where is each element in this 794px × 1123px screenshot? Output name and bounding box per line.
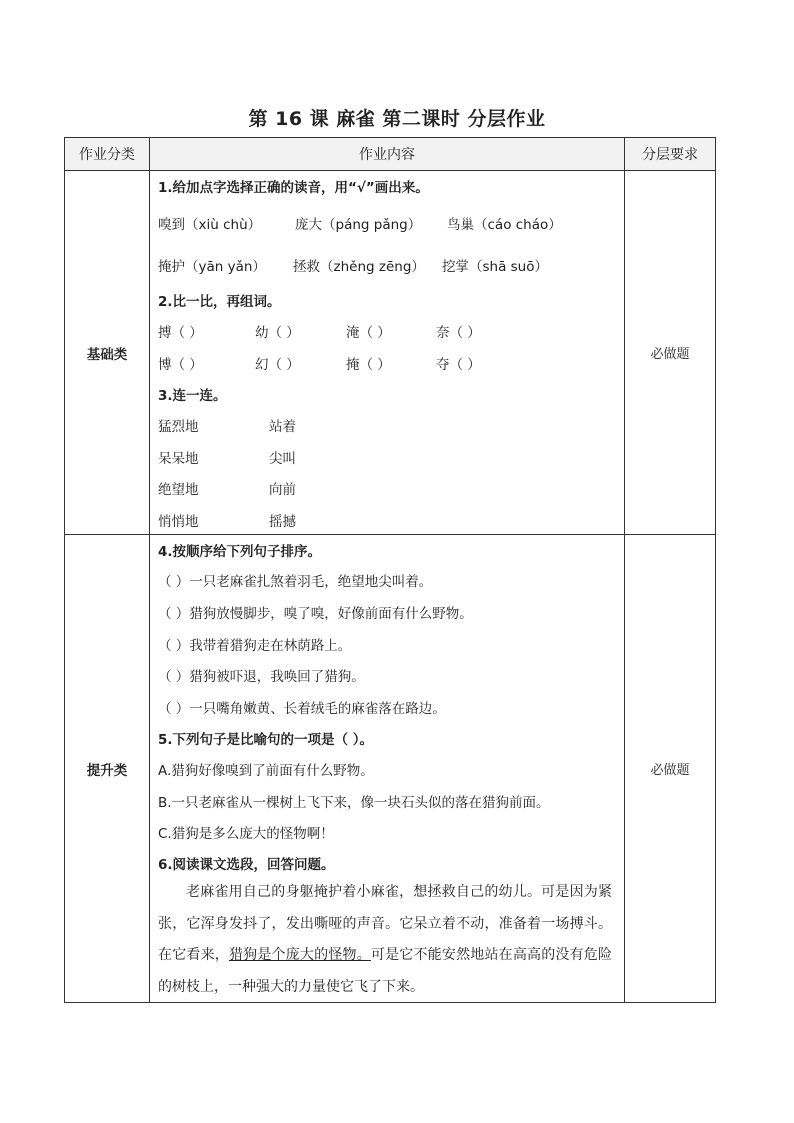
q4-item: （ ）一只老麻雀扎煞着羽毛，绝望地尖叫着。 [158, 574, 433, 590]
q4-item: （ ）我带着猎狗走在林荫路上。 [158, 638, 352, 654]
q5-option: B.一只老麻雀从一棵树上飞下来，像一块石头似的落在猎狗前面。 [158, 795, 550, 811]
table-header-row [65, 138, 716, 171]
requirement-advanced: 必做题 [625, 535, 716, 1003]
q3-right-item: 摇撼 [269, 514, 296, 530]
table-row-basic [65, 171, 716, 535]
header-content: 作业内容 [150, 138, 625, 171]
q3-right-item: 站着 [269, 419, 296, 435]
q3-left-item: 悄悄地 [158, 514, 199, 530]
content-basic [150, 171, 625, 535]
requirement-basic: 必做题 [625, 171, 716, 535]
q2-item: 掩（ ） [346, 357, 391, 373]
q2-item: 夺（ ） [436, 357, 481, 373]
q4-item: （ ）猎狗被吓退，我唤回了猎狗。 [158, 669, 365, 685]
q2-item: 幻（ ） [255, 357, 300, 373]
q6-passage-text-end: 可是它不能安然地站在高高的没有危险的树枝上，一种强大的力量使它飞了下来。 [158, 947, 613, 995]
q3-left-item: 绝望地 [158, 482, 199, 498]
q2-item: 搏（ ） [158, 325, 203, 341]
q1-item: 挖掌（shā suō） [442, 259, 549, 275]
q2-item: 博（ ） [158, 357, 203, 373]
homework-table [64, 137, 716, 1003]
q3-left-item: 猛烈地 [158, 419, 199, 435]
q1-item: 庞大（páng pǎng） [295, 217, 422, 233]
q1-item: 拯救（zhěng zēng） [293, 259, 425, 275]
page-title: 第 16 课 麻雀 第二课时 分层作业 [248, 108, 546, 130]
q3-title: 3.连一连。 [158, 388, 227, 404]
q5-title: 5.下列句子是比喻句的一项是（ ）。 [158, 732, 373, 748]
q3-right-item: 尖叫 [269, 451, 296, 467]
header-requirement: 分层要求 [625, 138, 716, 171]
q2-item: 淹（ ） [346, 325, 391, 341]
q2-item: 幼（ ） [255, 325, 300, 341]
q1-title: 1.给加点字选择正确的读音，用“√”画出来。 [158, 180, 429, 196]
table-row-advanced [65, 535, 716, 1003]
q4-title: 4.按顺序给下列句子排序。 [158, 544, 322, 560]
q6-title: 6.阅读课文选段，回答问题。 [158, 857, 335, 873]
header-category: 作业分类 [65, 138, 150, 171]
category-basic: 基础类 [65, 171, 150, 535]
q2-item: 奈（ ） [436, 325, 481, 341]
q3-left-item: 呆呆地 [158, 451, 199, 467]
q4-item: （ ）一只嘴角嫩黄、长着绒毛的麻雀落在路边。 [158, 701, 446, 717]
q1-item: 掩护（yān yǎn） [158, 259, 266, 275]
category-advanced: 提升类 [65, 535, 150, 1003]
q2-title: 2.比一比，再组词。 [158, 294, 281, 310]
q6-passage [158, 877, 612, 1003]
q4-item: （ ）猎狗放慢脚步，嗅了嗅，好像前面有什么野物。 [158, 606, 473, 622]
content-advanced [150, 535, 625, 1003]
q6-passage-text: 老麻雀用自己的身躯掩护着小麻雀，想拯救自己的幼儿。可是因为紧张，它浑身发抖了，发出嘶哑的声音。它呆立着不动，准备着一场搏斗。在它看来， [158, 884, 612, 963]
q5-option: C.猎狗是多么庞大的怪物啊！ [158, 826, 334, 842]
q3-right-item: 向前 [269, 482, 296, 498]
q6-underlined-phrase: 猎狗是个庞大的怪物。 [228, 947, 371, 963]
q1-item: 鸟巢（cáo cháo） [447, 217, 562, 233]
q5-option: A.猎狗好像嗅到了前面有什么野物。 [158, 763, 374, 779]
q1-item: 嗅到（xiù chù） [158, 217, 262, 233]
